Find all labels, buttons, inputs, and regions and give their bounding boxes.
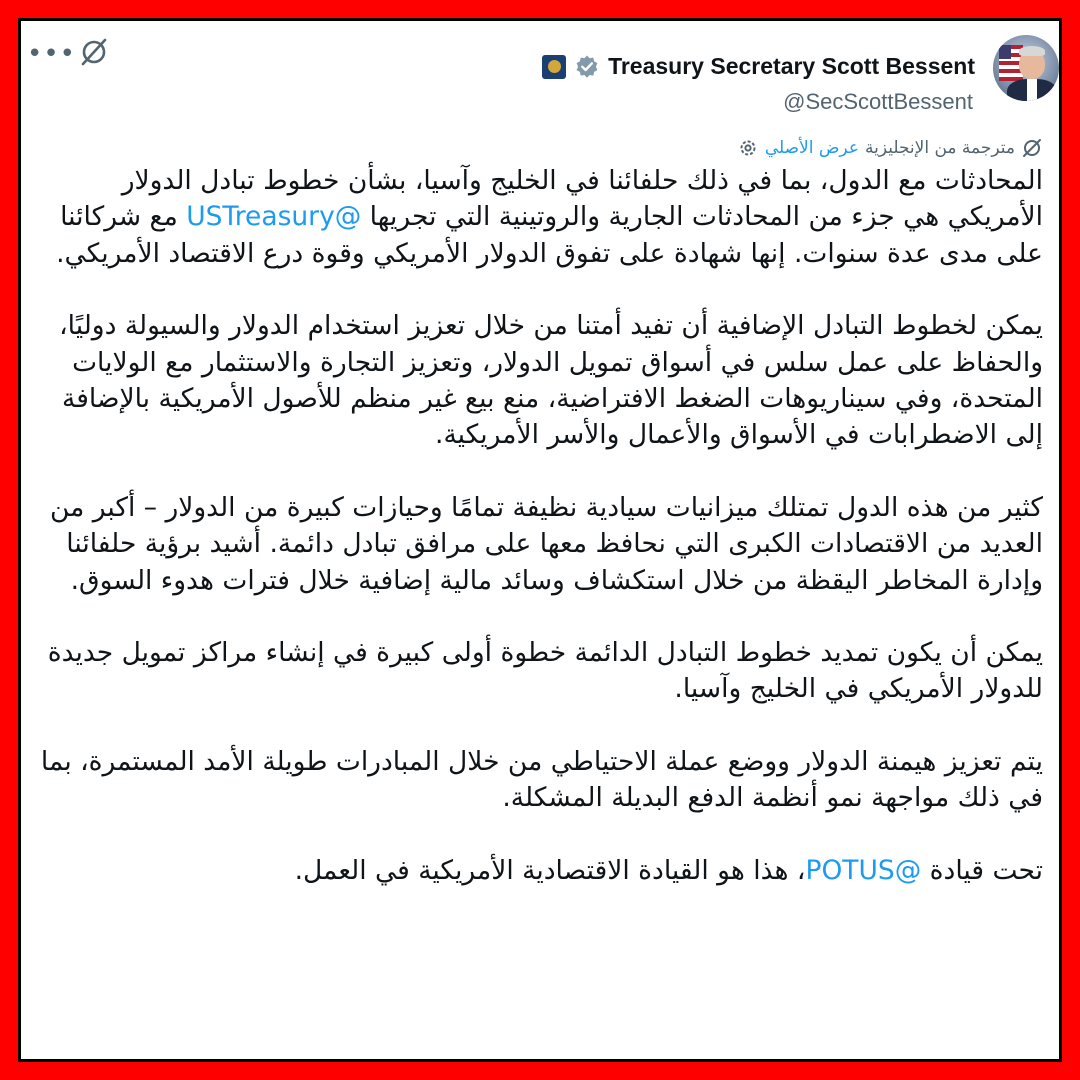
- avatar[interactable]: [993, 35, 1059, 101]
- mention-link[interactable]: @USTreasury: [186, 201, 362, 233]
- tweet-paragraph: يمكن لخطوط التبادل الإضافية أن تفيد أمتنا من خلال تعزيز استخدام الدولار والسيولة دوليًا، والحفاظ على عمل سلس في أسواق تمويل الدولار، وتعزيز التجارة والاستثمار مع الولايات المتحدة، وفي سيناريوهات الضغط الافتراضية، منع بيع غير منظم للأصول الأمريكية بالإضافة إلى الاضطرابات في الأسواق والأعمال والأسر الأمريكية.: [59, 310, 1043, 451]
- translation-bar: [737, 137, 1043, 159]
- translate-icon: [1021, 137, 1043, 159]
- tweet-card: [18, 18, 1062, 1062]
- show-original-link[interactable]: عرض الأصلي: [764, 138, 859, 158]
- tweet-paragraph: يتم تعزيز هيمنة الدولار ووضع عملة الاحتياطي من خلال المبادرات طويلة الأمد المستمرة، بما في ذلك مواجهة نمو أنظمة الدفع البديلة المشكلة.: [40, 745, 1043, 814]
- tweet-paragraph: يمكن أن يكون تمديد خطوط التبادل الدائمة خطوة أولى كبيرة في إنشاء مراكز تمويل جديدة للدولار الأمريكي في الخليج وآسيا.: [47, 637, 1043, 705]
- tweet-text: [37, 163, 1043, 925]
- grok-slash-icon[interactable]: [77, 35, 111, 69]
- treasury-seal-icon: [542, 55, 566, 79]
- tweet-paragraph: المحادثات مع الدول، بما في ذلك حلفائنا في الخليج وآسيا، بشأن خطوط تبادل الدولار الأمريكي هي جزء من المحادثات الجارية والروتينية التي تجريها @USTreasury مع شركائنا على مدى عدة سنوات. إنها شهادة على تفوق الدولار الأمريكي وقوة درع الاقتصاد الأمريكي.: [56, 165, 1043, 269]
- verified-badge-icon: [574, 54, 600, 80]
- author-name-row[interactable]: [542, 53, 975, 80]
- mention-link[interactable]: @POTUS: [805, 854, 922, 886]
- gear-icon[interactable]: [737, 137, 759, 159]
- more-horizontal-icon[interactable]: •••: [27, 39, 77, 69]
- tweet-paragraph: كثير من هذه الدول تمتلك ميزانيات سيادية نظيفة تمامًا وحيازات كبيرة من الدولار – أكبر من العديد من الاقتصادات الكبرى التي نحافظ معها على مرافق تبادل دائمة. أشيد برؤية حلفائنا وإدارة المخاطر اليقظة من خلال استكشاف وسائد مالية إضافية خلال فترات هدوء السوق.: [49, 491, 1043, 596]
- author-display-name[interactable]: Treasury Secretary Scott Bessent: [608, 53, 975, 79]
- tweet-paragraph: تحت قيادة @POTUS، هذا هو القيادة الاقتصادية الأمريكية في العمل.: [294, 854, 1043, 886]
- translation-note: مترجمة من الإنجليزية: [864, 138, 1015, 158]
- author-handle[interactable]: @SecScottBessent: [783, 89, 973, 114]
